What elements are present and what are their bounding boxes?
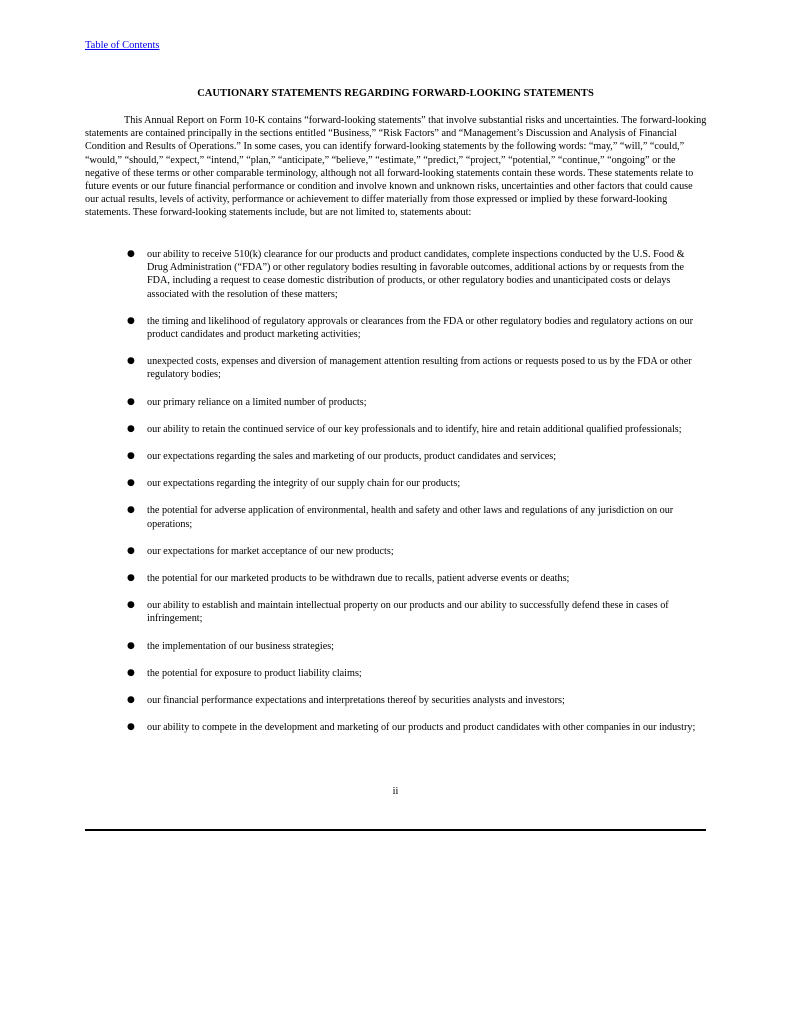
bullet-icon: ● [127, 356, 135, 367]
list-item [85, 694, 707, 707]
bullet-icon: ● [127, 423, 135, 434]
list-item [85, 315, 707, 341]
bullet-icon: ● [127, 249, 135, 259]
list-item-text: our ability to retain the continued service of our key professionals and to identify, hire and retain additional qualified professionals; [147, 423, 682, 435]
page-divider [85, 829, 706, 831]
list-item-text: our expectations regarding the integrity of our supply chain for our products; [147, 478, 461, 490]
list-item-text: the potential for our marketed products to be withdrawn due to recalls, patient adverse events or deaths; [147, 573, 570, 585]
list-item [85, 545, 707, 558]
list-item [85, 423, 707, 436]
list-item-text: the implementation of our business strategies; [147, 640, 335, 652]
list-item [85, 599, 707, 625]
forward-looking-statements-list [85, 248, 707, 748]
page-number: ii [392, 786, 399, 797]
list-item [85, 396, 707, 409]
list-item [85, 640, 707, 653]
bullet-icon: ● [127, 478, 135, 489]
bullet-icon: ● [127, 667, 135, 678]
list-item-text: our expectations for market acceptance of our new products; [147, 545, 394, 557]
bullet-icon: ● [127, 695, 135, 706]
list-item [85, 248, 707, 301]
table-of-contents-link[interactable]: Table of Contents [85, 40, 160, 51]
bullet-icon: ● [127, 505, 135, 516]
intro-paragraph: This Annual Report on Form 10-K contains “forward-looking statements” that involve substantial risks and uncertainties. The forward-looking statements are contained principally in the sections entitled “Business,” “Risk Factors” and “Management’s Discussion and Analysis of Financial Condition and Results of Operations.” In some cases, you can identify forward-looking statements by the following words: “may,” “will,” “could,” “would,” “should,” “expect,” “intend,” “plan,” “anticipate,” “believe,” “estimate,” “predict,” “project,” “potential,” “continue,” “ongoing” or the negative of these terms or other comparable terminology, although not all forward-looking statements contain these words. These statements relate to future events or our future financial performance or condition and involve known and unknown risks, uncertainties and other factors that could cause our actual results, levels of activity, performance or achievement to differ materially from those expressed or implied by these forward-looking statements. These forward-looking statements include, but are not limited to, statements about: [85, 115, 707, 219]
list-item [85, 504, 707, 530]
list-item [85, 667, 707, 680]
list-item [85, 721, 707, 734]
list-item-text: our ability to establish and maintain intellectual property on our products and our ability to successfully defend these in cases of infringement; [147, 600, 669, 625]
bullet-icon: ● [127, 573, 135, 584]
list-item [85, 477, 707, 490]
list-item-text: our expectations regarding the sales and marketing of our products, product candidates and services; [147, 451, 557, 463]
list-item [85, 450, 707, 463]
section-heading: CAUTIONARY STATEMENTS REGARDING FORWARD-LOOKING STATEMENTS [197, 88, 594, 99]
list-item [85, 355, 707, 381]
list-item-text: our financial performance expectations and interpretations thereof by securities analysts and investors; [147, 695, 565, 707]
bullet-icon: ● [127, 396, 135, 407]
bullet-icon: ● [127, 315, 135, 326]
bullet-icon: ● [127, 451, 135, 462]
bullet-icon: ● [127, 640, 135, 651]
list-item-text: the timing and likelihood of regulatory approvals or clearances from the FDA or other regulatory bodies and regulatory actions on our product candidates and product marketing activities; [147, 315, 694, 341]
bullet-icon: ● [127, 600, 135, 611]
list-item-text: unexpected costs, expenses and diversion of management attention resulting from actions or requests posed to us by the FDA or other regulatory bodies; [147, 356, 692, 381]
list-item-text: our ability to compete in the development and marketing of our products and product candidates with other companies in our industry; [147, 722, 696, 734]
list-item-text: our primary reliance on a limited number of products; [147, 396, 367, 408]
bullet-icon: ● [127, 722, 135, 733]
list-item-text: the potential for exposure to product liability claims; [147, 667, 362, 679]
list-item-text: our ability to receive 510(k) clearance for our products and product candidates, complete inspections conducted by the U.S. Food & Drug Administration (“FDA”) or other regulatory bodies resulting in favorable outcomes, additional actions by or requests from the FDA, including a request to cease domestic distribution of products, or other regulatory bodies and unanticipated costs or delays associated with the resolution of these matters; [147, 249, 685, 300]
list-item-text: the potential for adverse application of environmental, health and safety and other laws and regulations of any jurisdiction on our operations; [147, 505, 674, 530]
list-item [85, 572, 707, 585]
bullet-icon: ● [127, 545, 135, 556]
